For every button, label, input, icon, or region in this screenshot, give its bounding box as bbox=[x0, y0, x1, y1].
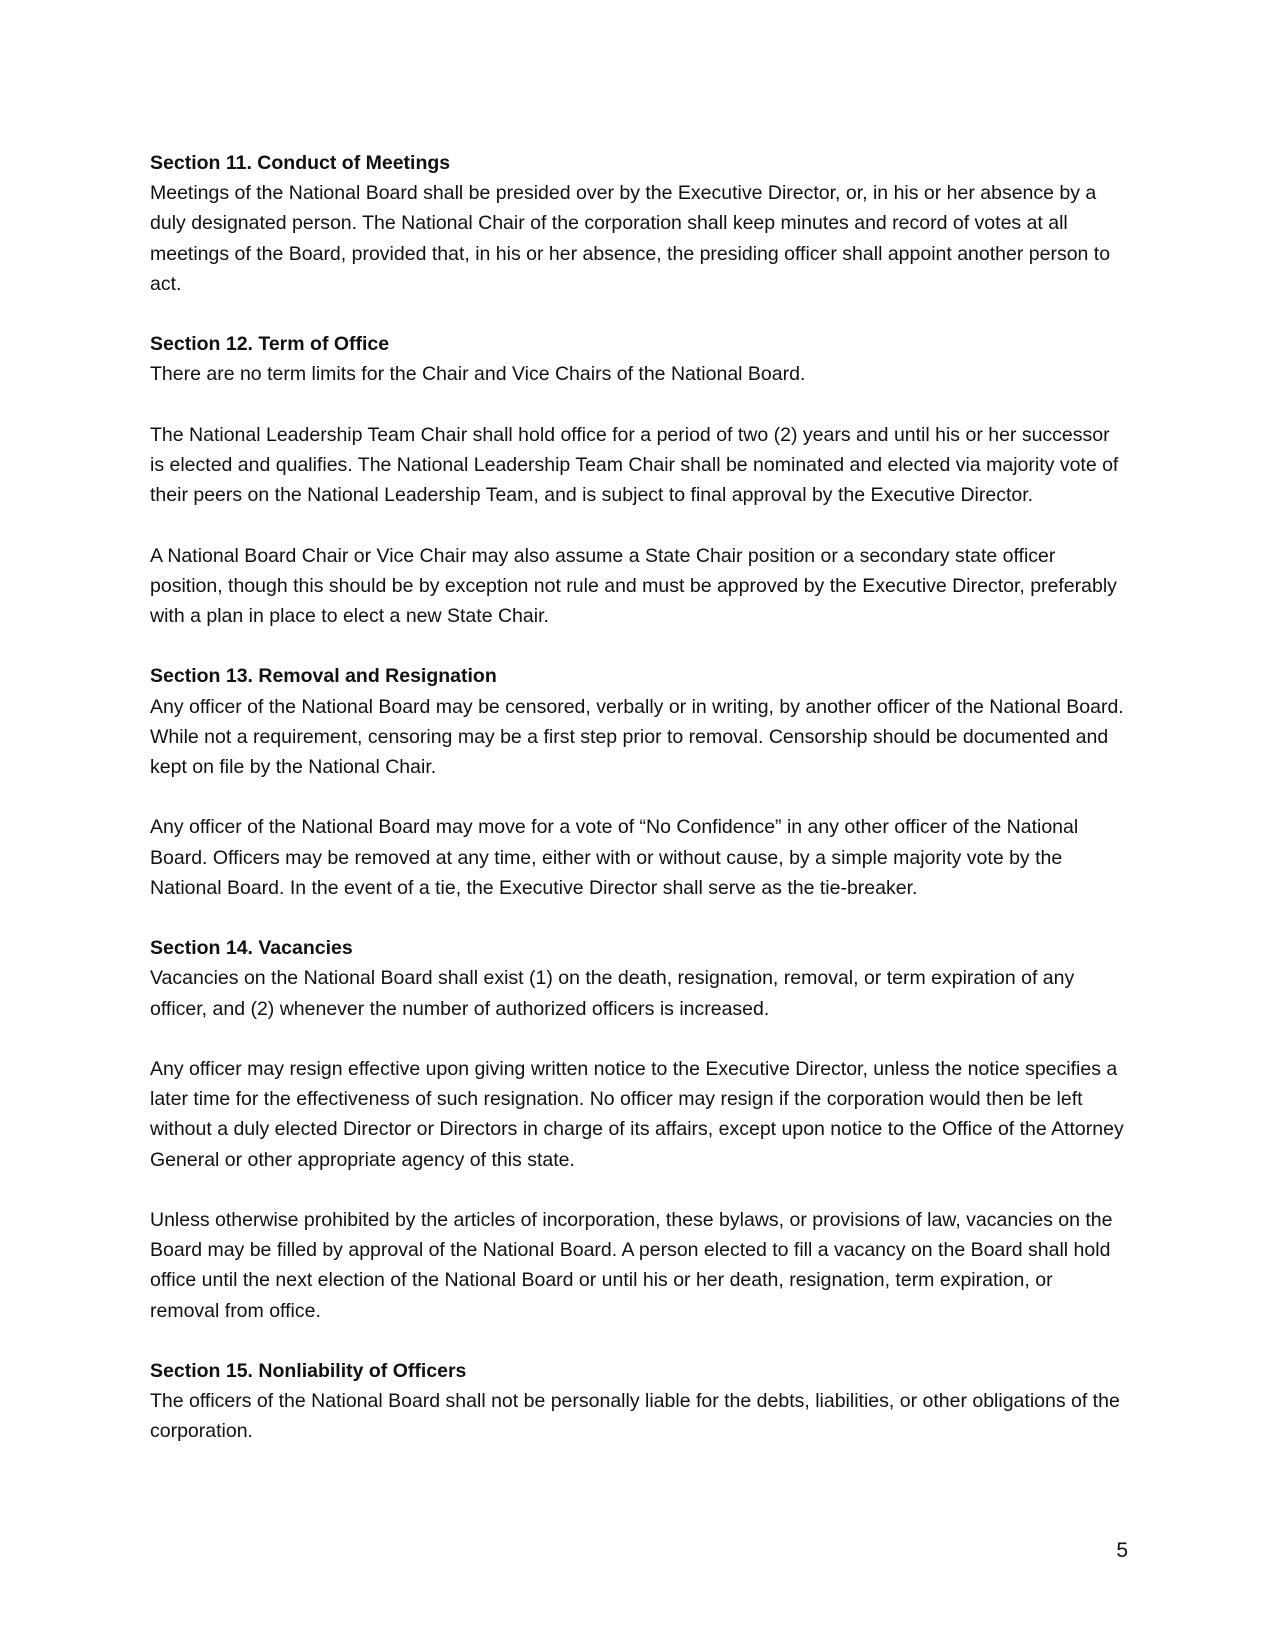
section-11 bbox=[150, 148, 1125, 299]
section-heading: Section 11. Conduct of Meetings bbox=[150, 152, 451, 174]
section-paragraph: The National Leadership Team Chair shall hold office for a period of two (2) years and until his or her successor is elected and qualifies. The National Leadership Team Chair shall be nominated and elected via majority vote of their peers on the National Leadership Team, and is subject to final approval by the Executive Director. bbox=[150, 423, 1119, 507]
section-13 bbox=[150, 661, 1125, 903]
section-heading: Section 14. Vacancies bbox=[150, 937, 353, 960]
section-paragraph: Any officer of the National Board may move for a vote of “No Confidence” in any other officer of the National Board. Officers may be removed at any time, either with or without cause, by a simple majority vote by the National Board. In the event of a tie, the Executive Director shall serve as the tie-breaker. bbox=[150, 816, 1079, 899]
section-paragraph: A National Board Chair or Vice Chair may also assume a State Chair position or a secondary state officer position, though this should be by exception not rule and must be approved by the Executive Director, preferably with a plan in place to elect a new State Chair. bbox=[150, 544, 1117, 627]
section-paragraph: Meetings of the National Board shall be presided over by the Executive Director, or, in his or her absence by a duly designated person. The National Chair of the corporation shall keep minutes and record of votes at all meetings of the Board, provided that, in his or her absence, the presiding officer shall appoint another person to act. bbox=[150, 182, 1111, 295]
section-paragraph: Any officer may resign effective upon giving written notice to the Executive Director, unless the notice specifies a later time for the effectiveness of such resignation. No officer may resign if the corporation would then be left without a duly elected Director or Directors in charge of its affairs, except upon notice to the Office of the Attorney General or other appropriate agency of this state. bbox=[150, 1057, 1124, 1171]
document-body bbox=[150, 148, 1125, 1447]
section-paragraph: Vacancies on the National Board shall exist (1) on the death, resignation, removal, or term expiration of any officer, and (2) whenever the number of authorized officers is increased. bbox=[150, 967, 1075, 1020]
section-heading: Section 13. Removal and Resignation bbox=[150, 665, 497, 688]
section-heading: Section 15. Nonliability of Officers bbox=[150, 1359, 467, 1382]
page-number: 5 bbox=[1116, 1539, 1128, 1562]
section-heading: Section 12. Term of Office bbox=[150, 333, 390, 356]
section-paragraph: The officers of the National Board shall not be personally liable for the debts, liabilities, or other obligations of the corporation. bbox=[150, 1390, 1120, 1443]
section-14 bbox=[150, 933, 1125, 1326]
section-12 bbox=[150, 329, 1125, 631]
section-15 bbox=[150, 1356, 1125, 1447]
section-paragraph: Unless otherwise prohibited by the articles of incorporation, these bylaws, or provisions of law, vacancies on the Board may be filled by approval of the National Board. A person elected to fill a vacancy on the Board shall hold office until the next election of the National Board or until his or her death, resignation, term expiration, or removal from office. bbox=[150, 1208, 1113, 1322]
section-paragraph: There are no term limits for the Chair and Vice Chairs of the National Board. bbox=[150, 363, 806, 386]
section-paragraph: Any officer of the National Board may be censored, verbally or in writing, by another officer of the National Board. While not a requirement, censoring may be a first step prior to removal. Censorship should be documented and kept on file by the National Chair. bbox=[150, 695, 1124, 778]
